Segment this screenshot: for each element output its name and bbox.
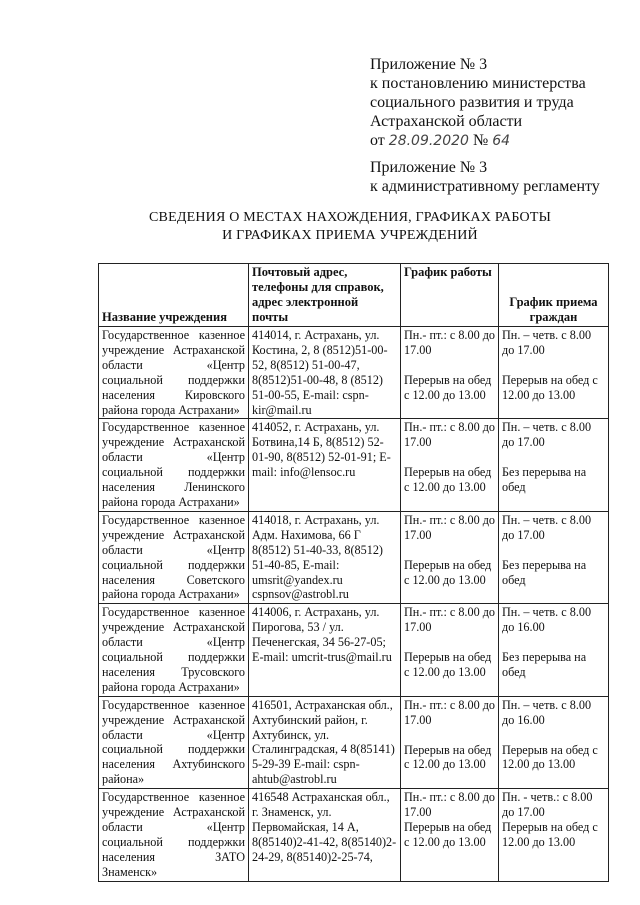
table-row: [99, 696, 609, 788]
appendix-title: Приложение № 3: [370, 159, 488, 176]
work-days: Пн.- пт.: с 8.00 до 17.00: [404, 605, 496, 635]
table-row: [99, 327, 609, 419]
institution-name: Государственное казенное учреждение Астраханской области «Центр социальной поддержки населения Ленинского района города Астрахани»: [99, 419, 249, 511]
reception-schedule: [499, 696, 609, 788]
work-schedule: [401, 789, 499, 881]
reception-break: Без перерыва на обед: [502, 650, 587, 680]
work-days: Пн.- пт.: с 8.00 до 17.00: [404, 512, 496, 542]
work-break: Перерыв на обед с 12.00 до 13.00: [404, 650, 492, 680]
institution-address: 414052, г. Астрахань, ул. Ботвина,14 Б, 8(8512) 52-01-90, 8(8512) 52-01-91; E-mail: info@lensoc.ru: [249, 419, 401, 511]
header-work-schedule: График работы: [401, 264, 499, 327]
reception-break: Без перерыва на обед: [502, 557, 587, 587]
work-schedule: [401, 327, 499, 419]
title-line: СВЕДЕНИЯ О МЕСТАХ НАХОЖДЕНИЯ, ГРАФИКАХ РАБОТЫ: [149, 210, 551, 225]
institution-name: Государственное казенное учреждение Астраханской области «Центр социальной поддержки населения Кировского района города Астрахани»: [99, 327, 249, 419]
institution-address: 416501, Астраханская обл., Ахтубинский район, г. Ахтубинск, ул. Сталинградская, 4 8(85141) 5-29-39 E-mail: cspn-ahtub@astrobl.ru: [249, 696, 401, 788]
work-schedule: [401, 419, 499, 511]
table-row: [99, 789, 609, 881]
header-address: Почтовый адрес, телефоны для справок, адрес электронной почты: [249, 264, 401, 327]
institution-name: Государственное казенное учреждение Астраханской области «Центр социальной поддержки населения ЗАТО Знаменск»: [99, 789, 249, 881]
number-prefix: №: [472, 132, 489, 149]
reception-break: Перерыв на обед с 12.00 до 13.00: [502, 820, 598, 849]
work-schedule: [401, 604, 499, 696]
table-header-row: [99, 264, 609, 327]
reception-break: Перерыв на обед с 12.00 до 13.00: [502, 742, 598, 772]
reception-schedule: [499, 511, 609, 603]
institutions-table: [98, 263, 609, 882]
reception-days: Пн. – четв. с 8.00 до 16.00: [502, 697, 592, 727]
appendix-ref-line: социального развития и труда: [370, 94, 574, 111]
reception-schedule: [499, 419, 609, 511]
table-row: [99, 511, 609, 603]
header-name: Название учреждения: [99, 264, 249, 327]
work-break: Перерыв на обед с 12.00 до 13.00: [404, 557, 492, 587]
date-prefix: от: [370, 132, 385, 149]
work-break: Перерыв на обед с 12.00 до 13.00: [404, 465, 492, 495]
handwritten-number: 64: [492, 133, 511, 149]
reception-days: Пн. – четв. с 8.00 до 16.00: [502, 605, 592, 635]
table-row: [99, 419, 609, 511]
reception-days: Пн. – четв. с 8.00 до 17.00: [502, 420, 592, 450]
work-days: Пн.- пт.: с 8.00 до 17.00: [404, 790, 496, 820]
reception-schedule: [499, 789, 609, 881]
institution-address: 414018, г. Астрахань, ул. Адм. Нахимова, 66 Г 8(8512) 51-40-33, 8(8512) 51-40-85, E-mail: umsrit@yandex.ru cspnsov@astrobl.ru: [249, 511, 401, 603]
work-break: Перерыв на обед с 12.00 до 13.00: [404, 742, 492, 772]
table-row: [99, 604, 609, 696]
reception-break: Без перерыва на обед: [502, 465, 587, 495]
institution-address: 416548 Астраханская обл., г. Знаменск, ул. Первомайская, 14 А, 8(85140)2-41-42, 8(85140)2-24-29, 8(85140)2-25-74,: [249, 789, 401, 881]
appendix-title: Приложение № 3: [370, 56, 488, 73]
reception-schedule: [499, 604, 609, 696]
institution-name: Государственное казенное учреждение Астраханской области «Центр социальной поддержки населения Трусовского района города Астрахани»: [99, 604, 249, 696]
header-reception-schedule: График приема граждан: [499, 264, 609, 327]
institution-name: Государственное казенное учреждение Астраханской области «Центр социальной поддержки населения Ахтубинского района»: [99, 696, 249, 788]
work-days: Пн.- пт.: с 8.00 до 17.00: [404, 697, 496, 727]
work-schedule: [401, 511, 499, 603]
work-days: Пн.- пт.: с 8.00 до 17.00: [404, 328, 496, 357]
appendix-block-regulation: [370, 158, 600, 196]
appendix-ref-line: к постановлению министерства: [370, 75, 586, 92]
institution-name: Государственное казенное учреждение Астраханской области «Центр социальной поддержки населения Советского района города Астрахани»: [99, 511, 249, 603]
reception-days: Пн. – четв. с 8.00 до 17.00: [502, 328, 592, 357]
appendix-block-decree: [370, 55, 586, 151]
reception-days: Пн. - четв.: с 8.00 до 17.00: [502, 790, 593, 820]
reception-schedule: [499, 327, 609, 419]
work-break: Перерыв на обед с 12.00 до 13.00: [404, 372, 492, 402]
appendix-date-line: [370, 131, 586, 151]
reception-days: Пн. – четв. с 8.00 до 17.00: [502, 512, 592, 542]
appendix-ref-line: к административному регламенту: [370, 178, 600, 195]
appendix-ref-line: Астраханской области: [370, 113, 523, 130]
work-break: Перерыв на обед с 12.00 до 13.00: [404, 820, 492, 849]
document-title: [100, 209, 600, 245]
reception-break: Перерыв на обед с 12.00 до 13.00: [502, 372, 598, 402]
institution-address: 414006, г. Астрахань, ул. Пирогова, 53 / ул. Печенегская, 34 56-27-05; E-mail: umcrit-trus@mail.ru: [249, 604, 401, 696]
title-line: И ГРАФИКАХ ПРИЕМА УЧРЕЖДЕНИЙ: [222, 228, 478, 243]
institution-address: 414014, г. Астрахань, ул. Костина, 2, 8 (8512)51-00-52, 8(8512) 51-00-47, 8(8512)51-00-48, 8 (8512) 51-00-55, E-mail: cspn-kir@mail.ru: [249, 327, 401, 419]
work-days: Пн.- пт.: с 8.00 до 17.00: [404, 420, 496, 450]
handwritten-date: 28.09.2020: [388, 133, 469, 149]
work-schedule: [401, 696, 499, 788]
